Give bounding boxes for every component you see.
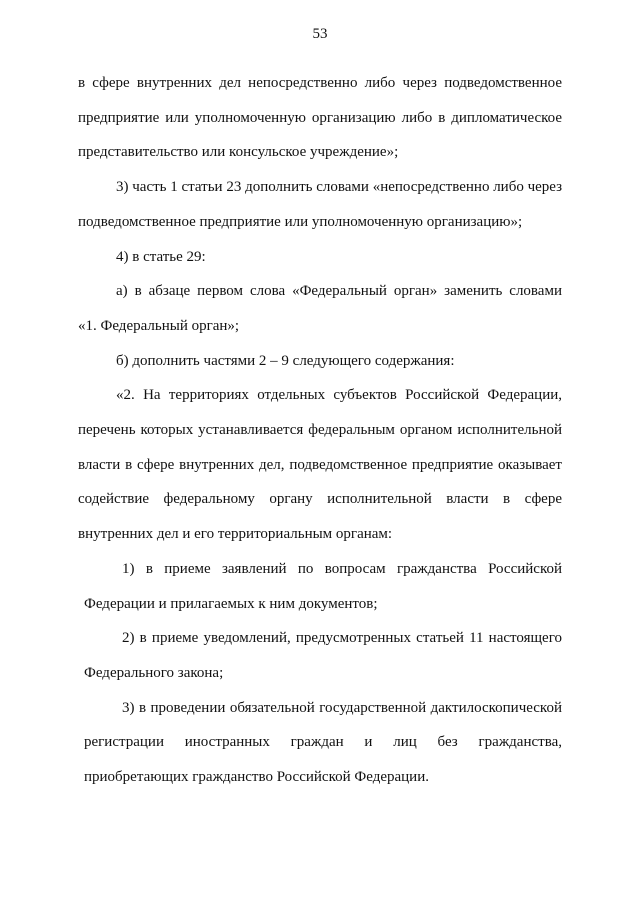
text-line: регистрации иностранных граждан и лиц без гражданства, bbox=[84, 734, 562, 751]
text-line: внутренних дел и его территориальным органам: bbox=[78, 526, 393, 543]
text-line: представительство или консульское учреждение»; bbox=[78, 144, 399, 161]
text-line: а) в абзаце первом слова «Федеральный орган» заменить словами bbox=[116, 283, 562, 300]
text-line: 2) в приеме уведомлений, предусмотренных статьей 11 настоящего bbox=[122, 630, 562, 647]
text-line: предприятие или уполномоченную организацию либо в дипломатическое bbox=[78, 109, 562, 126]
text-line: власти в сфере внутренних дел, подведомственное предприятие оказывает bbox=[78, 456, 562, 473]
text-line: Федерации и прилагаемых к ним документов; bbox=[84, 595, 378, 612]
text-line: содействие федеральному органу исполнительной власти в сфере bbox=[78, 491, 562, 508]
text-line: 1) в приеме заявлений по вопросам гражданства Российской bbox=[122, 560, 562, 577]
text-line: б) дополнить частями 2 – 9 следующего содержания: bbox=[116, 352, 455, 369]
paragraph-item-3 bbox=[78, 170, 562, 239]
paragraph-continuation bbox=[78, 66, 562, 170]
text-line: 3) часть 1 статьи 23 дополнить словами «непосредственно либо через bbox=[116, 179, 563, 196]
page-number: 53 bbox=[312, 26, 328, 42]
text-line: Федерального закона; bbox=[84, 664, 224, 681]
text-line: 4) в статье 29: bbox=[116, 248, 206, 265]
document-body bbox=[78, 66, 562, 795]
text-line: «2. На территориях отдельных субъектов Российской Федерации, bbox=[116, 387, 562, 404]
text-line: в сфере внутренних дел непосредственно либо через подведомственное bbox=[78, 75, 562, 91]
text-line: приобретающих гражданство Российской Федерации. bbox=[84, 769, 429, 786]
paragraph-item-4 bbox=[78, 240, 562, 275]
text-line: 3) в проведении обязательной государственной дактилоскопической bbox=[122, 699, 562, 716]
paragraph-part-2 bbox=[78, 378, 562, 552]
paragraph-item-a bbox=[78, 274, 562, 343]
text-line: «1. Федеральный орган»; bbox=[78, 317, 240, 334]
paragraph-item-b bbox=[78, 344, 562, 379]
paragraph-subitem-1 bbox=[84, 552, 562, 621]
text-line: перечень которых устанавливается федеральным органом исполнительной bbox=[78, 422, 562, 439]
paragraph-subitem-2 bbox=[84, 621, 562, 690]
text-line: подведомственное предприятие или уполномоченную организацию»; bbox=[78, 213, 523, 230]
paragraph-subitem-3 bbox=[84, 691, 562, 795]
